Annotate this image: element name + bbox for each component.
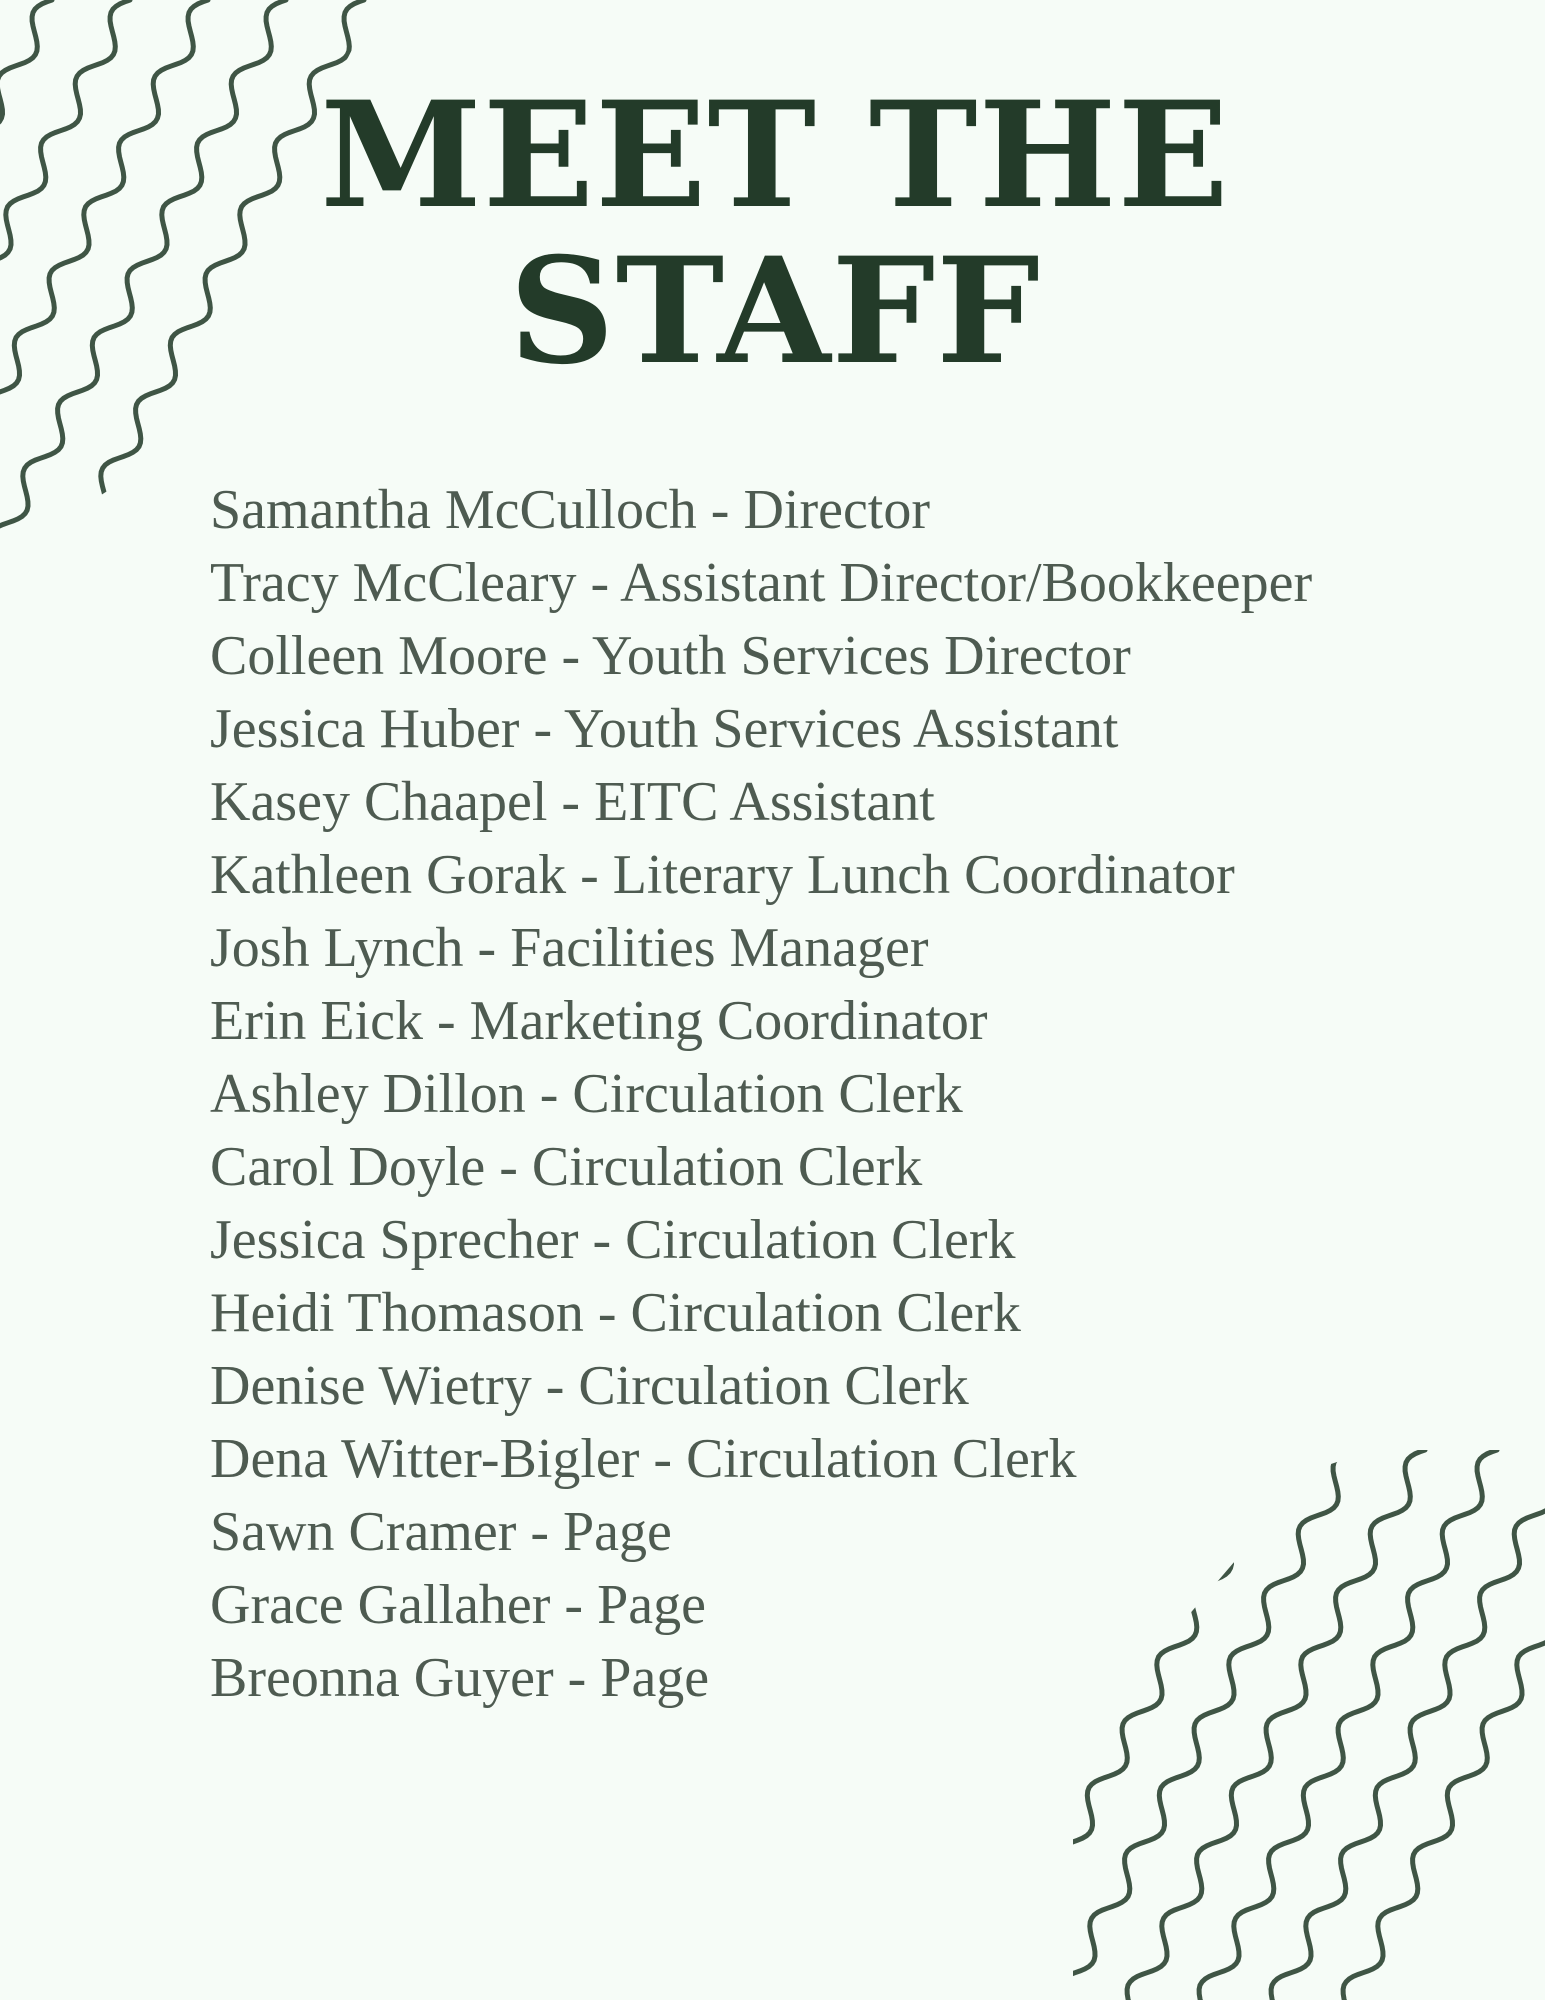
staff-member: Denise Wietry - Circulation Clerk xyxy=(210,1355,969,1417)
staff-member: Grace Gallaher - Page xyxy=(210,1574,706,1636)
title-line-2: STAFF xyxy=(509,226,1041,397)
staff-member: Kasey Chaapel - EITC Assistant xyxy=(210,771,935,833)
staff-member: Samantha McCulloch - Director xyxy=(210,479,931,541)
staff-member: Dena Witter-Bigler - Circulation Clerk xyxy=(210,1428,1077,1490)
staff-member: Jessica Sprecher - Circulation Clerk xyxy=(210,1209,1016,1271)
staff-member: Sawn Cramer - Page xyxy=(210,1501,672,1563)
staff-member: Heidi Thomason - Circulation Clerk xyxy=(210,1282,1021,1344)
title-line-1: MEET THE xyxy=(320,70,1230,241)
staff-member: Breonna Guyer - Page xyxy=(210,1647,710,1709)
page-title xyxy=(0,70,1545,397)
staff-member: Josh Lynch - Facilities Manager xyxy=(210,917,929,979)
staff-member: Tracy McCleary - Assistant Director/Bookkeeper xyxy=(210,552,1313,614)
staff-member: Colleen Moore - Youth Services Director xyxy=(210,625,1131,687)
staff-member: Jessica Huber - Youth Services Assistant xyxy=(210,698,1119,760)
staff-list xyxy=(210,474,1312,1715)
staff-member: Kathleen Gorak - Literary Lunch Coordinator xyxy=(210,844,1235,906)
staff-member: Erin Eick - Marketing Coordinator xyxy=(210,990,988,1052)
staff-member: Ashley Dillon - Circulation Clerk xyxy=(210,1063,963,1125)
staff-member: Carol Doyle - Circulation Clerk xyxy=(210,1136,923,1198)
